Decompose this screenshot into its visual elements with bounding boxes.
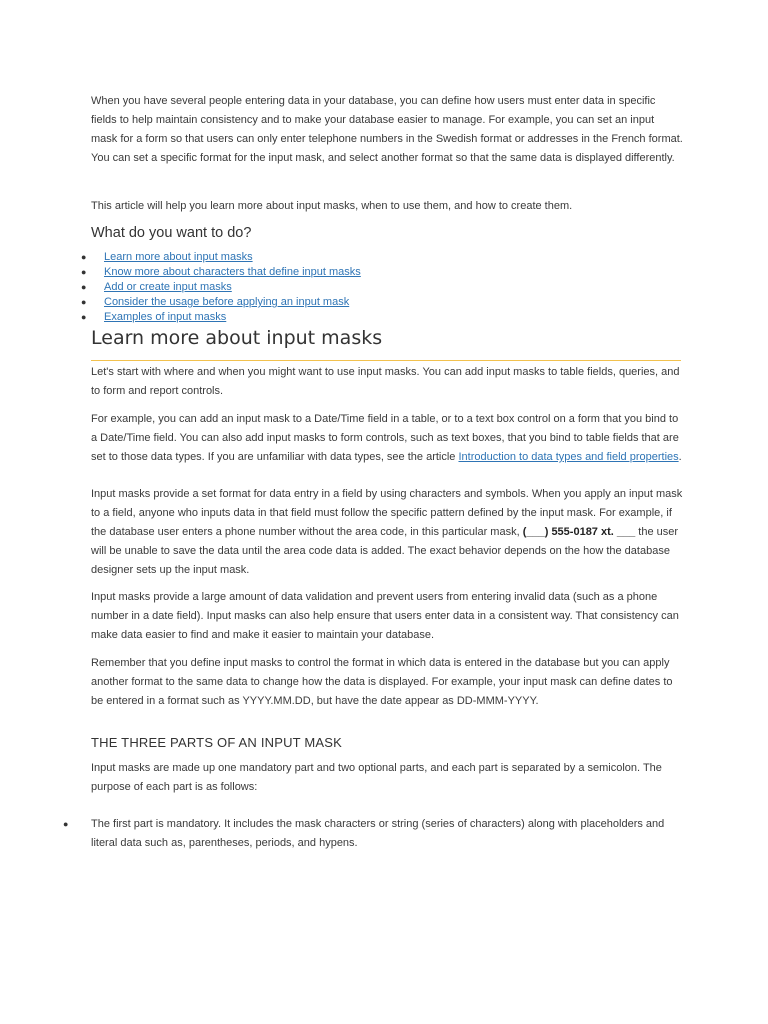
section-heading-learn: Learn more about input masks xyxy=(91,327,383,349)
section1-paragraph-5: Remember that you define input masks to control the format in which data is entered in the database but you can apply another format to the same data to change how the data is displayed. For example, your input mask can define dates to be entered in a format such as YYYY.MM.DD, but have the date appear as DD-MMM-YYYY. xyxy=(91,657,673,707)
toc-item xyxy=(0,250,361,265)
parts-list-item-1: The first part is mandatory. It includes the mask characters or string (series of characters) along with placeholders and literal data such as, parentheses, periods, and hypens. xyxy=(91,818,665,849)
data-types-link[interactable]: Introduction to data types and field properties xyxy=(458,451,679,463)
toc-item xyxy=(0,295,361,310)
bullet-icon: ● xyxy=(81,267,87,277)
toc-link-consider[interactable]: Consider the usage before applying an input mask xyxy=(104,296,350,308)
heading-underline xyxy=(91,360,681,361)
bullet-icon: ● xyxy=(63,819,69,829)
toc-item xyxy=(0,265,361,280)
mask-example: (___) 555-0187 xt. ___ xyxy=(522,526,636,538)
bullet-icon: ● xyxy=(81,297,87,307)
section-heading-parts: THE THREE PARTS OF AN INPUT MASK xyxy=(91,735,343,750)
section1-paragraph-1: Let's start with where and when you might want to use input masks. You can add input masks to table fields, queries, and to form and report controls. xyxy=(91,366,680,397)
toc-link-learn[interactable]: Learn more about input masks xyxy=(104,251,253,263)
bullet-icon: ● xyxy=(81,312,87,322)
intro-paragraph: When you have several people entering data in your database, you can define how users must enter data in specific fields to help maintain consistency and to make your database easier to manage. For example, you can set an input mask for a form so that users can only enter telephone numbers in the Swedish format or addresses in the French format. You can set a specific format for the input mask, and select another format so that the same data is displayed differently. xyxy=(91,95,683,164)
toc-item xyxy=(0,280,361,295)
toc-list xyxy=(0,250,361,325)
toc-link-examples[interactable]: Examples of input masks xyxy=(104,311,227,323)
section1-paragraph-3: Input masks provide a set format for data entry in a field by using characters and symbols. When you apply an input mask to a field, anyone who inputs data in that field must follow the specific pattern defined by the input mask. For example, if the database user enters a phone number without the area code, in this particular mask, (___) 555-0187 xt. ___ the user will be unable to save the data until the area code data is added. The exact behavior depends on the how the database designer sets up the input mask. xyxy=(91,488,683,576)
bullet-icon: ● xyxy=(81,252,87,262)
toc-item xyxy=(0,310,361,325)
section1-paragraph-2: For example, you can add an input mask to a Date/Time field in a table, or to a text box control on a form that you bind to a Date/Time field. You can also add input masks to form controls, such as text boxes, that you bind to table fields that are set to those data types. If you are unfamiliar with data types, see the article Introduction to data types and field properties. xyxy=(91,413,682,463)
section1-paragraph-4: Input masks provide a large amount of data validation and prevent users from entering invalid data (such as a phone number in a date field). Input masks can also help ensure that users enter data in a consistent way. That consistency can make data easier to find and make it easier to maintain your database. xyxy=(91,591,679,641)
section2-paragraph-1: Input masks are made up one mandatory part and two optional parts, and each part is separated by a semicolon. The purpose of each part is as follows: xyxy=(91,762,662,793)
toc-link-add[interactable]: Add or create input masks xyxy=(104,281,232,293)
toc-heading: What do you want to do? xyxy=(91,225,252,241)
bullet-icon: ● xyxy=(81,282,87,292)
toc-link-characters[interactable]: Know more about characters that define input masks xyxy=(104,266,361,278)
intro-summary: This article will help you learn more about input masks, when to use them, and how to create them. xyxy=(91,200,573,212)
